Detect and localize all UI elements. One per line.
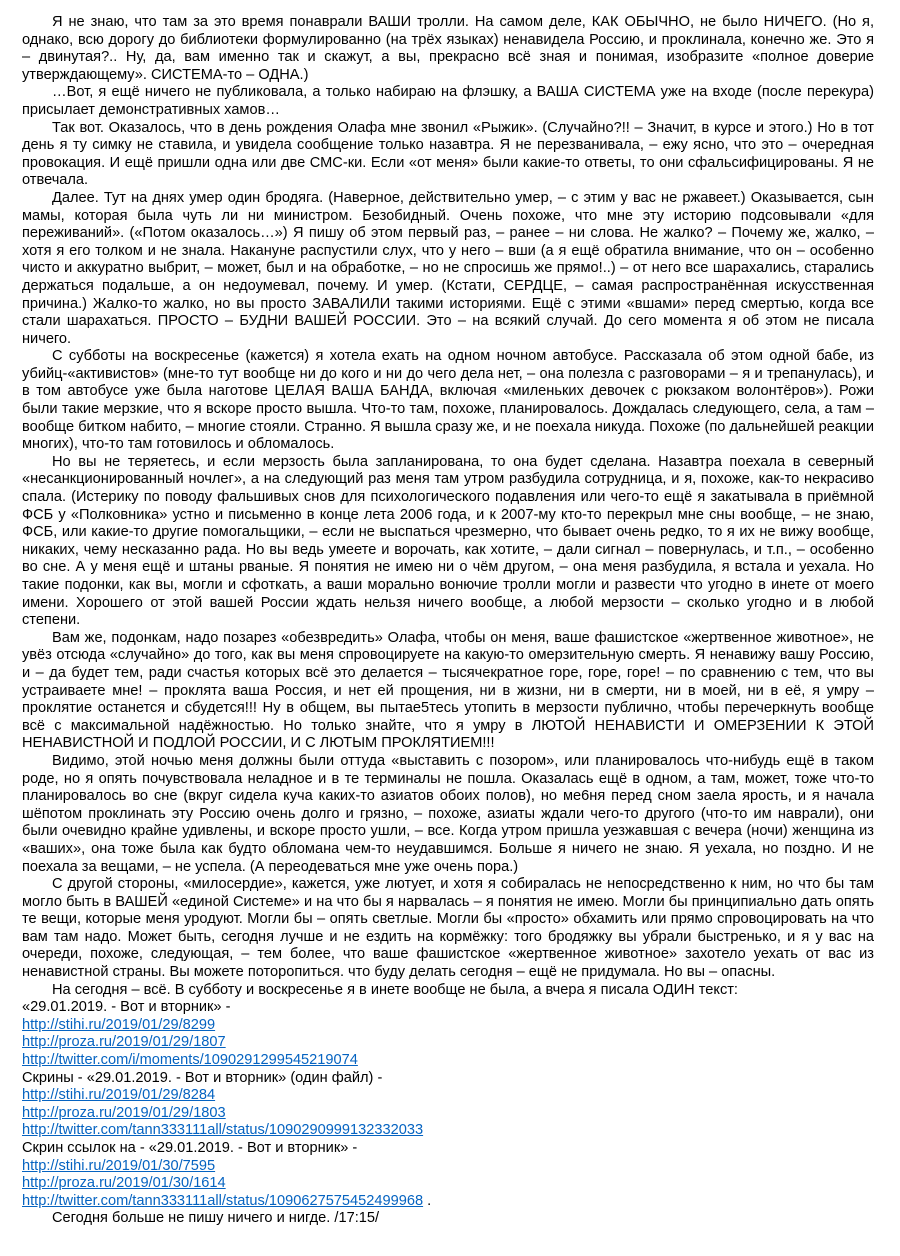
stihi-link[interactable]: http://stihi.ru/2019/01/29/8284	[22, 1087, 216, 1104]
paragraph-9: С другой стороны, «милосердие», кажется, уже лютует, и хотя я собиралась не непосредственно к ним, но что бы там могло быть в ВАШЕЙ «единой Системе» и на что бы я нарвалась – я понятия не имею. Могли бы принципиально дать опять те вещи, которые меня уродуют. Могли бы – опять светлые. Могли бы «просто» обхамить или прямо спровоцировать на что вам там надо. Может быть, сегодня лучше и не ездить на кормёжку: того бродяжку вы убрали быстренько, и я у вас на очереди, похоже, следующая, – тем более, что ваше фашистское «жертвенное животное» захотело уехать от вас из ненавистной страны. Вы можете поторопиться. что буду делать сегодня – ещё не придумала. Но вы – опасны.	[22, 876, 874, 981]
links-block-3	[22, 1140, 874, 1210]
twitter-link[interactable]: http://twitter.com/tann333111all/status/1090627575452499968	[22, 1192, 424, 1209]
links-block-2	[22, 1070, 874, 1140]
stihi-link[interactable]: http://stihi.ru/2019/01/30/7595	[22, 1157, 216, 1174]
paragraph-6: Но вы не теряетесь, и если мерзость была запланирована, то она будет сделана. Назавтра поехала в северный «несанкционированный ночлег», а на следующий раз меня там утром разбудила сотрудница, и я, похоже, как-то некрасиво спала. (Истерику по поводу фальшивых снов для психологического подавления или чего-то ещё я закатывала в приёмной ФСБ у «Полковника» устно и письменно в конце лета 2006 года, и к 2007-му кто-то перекрыл мне сны вообще, – не знаю, ФСБ, или какие-то другие помогальщики, – если не выспаться чрезмерно, что бывает очень редко, то я их не вижу вообще, никаких, чему несказанно рада. Но вы ведь умеете и ворочать, как хотите, – дали сигнал – повернулась, и т.п., – особенно во сне. А у меня ещё и штаны рваные. Я понятия не имею ни о чём другом, – она меня разбудила, я встала и уехала. Но такие подонки, как вы, могли и сфоткать, а ваши морально вонючие тролли могли и развести что угодно в инете от моего имени. Хорошего от этой вашей России ждать нельзя ничего вообще, а любой мерзости – сколько угодно и в любой степени.	[22, 453, 874, 629]
proza-link[interactable]: http://proza.ru/2019/01/29/1807	[22, 1034, 226, 1051]
closing-line: Сегодня больше не пишу ничего и нигде. /17:15/	[52, 1210, 380, 1227]
paragraph-4: Далее. Тут на днях умер один бродяга. (Наверное, действительно умер, – с этим у вас не ржавеет.) Оказывается, сын мамы, которая была чуть ли ни министром. Безобидный. Очень похоже, что мне эту историю подсовывали «для переживаний». («Потом оказалось…») Я пишу об этом первый раз, – ранее – ни слова. Не жалко? – Почему же, жалко, – хотя я его толком и не знала. Накануне распустили слух, что у него – вши (а я ещё обратила внимание, что он – особенно чисто и аккуратно выбрит, – может, был и на обработке, – но не спросишь же прямо!..) – от него все шарахались, старались держаться подальше, а он недоумевал, почему. И умер. (Кстати, СЕРДЦЕ, – самая распространённая искусственная причина.) Жалко-то жалко, но вы просто ЗАВАЛИЛИ такими историями. Ещё с этими «вшами» перед смертью, когда все стали шарахаться. ПРОСТО – БУДНИ ВАШЕЙ РОССИИ. Это – на всякий случай. До сего момента я об этом не писала ничего.	[22, 189, 874, 347]
stihi-link[interactable]: http://stihi.ru/2019/01/29/8299	[22, 1016, 216, 1033]
links-block-1	[22, 999, 874, 1069]
trailing-period: .	[423, 1192, 432, 1209]
paragraph-5: С субботы на воскресенье (кажется) я хотела ехать на одном ночном автобусе. Рассказала об этом одной бабе, из убийц-«активистов» (мне-то тут вообще ни до кого и ни до чего дела нет, – она полезла с разговорами – я и трепанулась), и в том автобусе уже была наготове ЦЕЛАЯ ВАША БАНДА, включая «миленьких девочек с рюкзаком волонтёров»). Рожи были такие мерзкие, что я вскоре просто вышла. Что-то там, похоже, планировалось. Дождалась следующего, села, а там – вообще битком набито, – многие стояли. Странно. Я вышла сразу же, и не поехала никуда. Похоже (по дальнейшей реакции многих), что-то там готовилось и обломалось.	[22, 348, 874, 453]
links-heading: Скрин ссылок на - «29.01.2019. - Вот и вторник» -	[22, 1140, 358, 1156]
paragraph-10: На сегодня – всё. В субботу и воскресенье я в инете вообще не была, а вчера я писала ОДИН текст:	[52, 981, 738, 998]
proza-link[interactable]: http://proza.ru/2019/01/29/1803	[22, 1104, 226, 1121]
twitter-link[interactable]: http://twitter.com/i/moments/1090291299545219074	[22, 1052, 358, 1069]
paragraph-2: …Вот, я ещё ничего не публиковала, а только набираю на флэшку, а ВАША СИСТЕМА уже на входе (после перекура) присылает демонстративных хамов…	[22, 84, 874, 118]
links-heading: Скрины - «29.01.2019. - Вот и вторник» (один файл) -	[22, 1069, 383, 1086]
proza-link[interactable]: http://proza.ru/2019/01/30/1614	[22, 1175, 226, 1192]
paragraph-3: Так вот. Оказалось, что в день рождения Олафа мне звонил «Рыжик». (Случайно?!! – Значит, в курсе и этого.) Но в тот день я ту симку не ставила, и увидела сообщение только назавтра. Я не перезванивала, – ежу ясно, что это – очередная провокация. И ещё пришли одна или две СМС-ки. Если «от меня» были какие-то ответы, то они сфальсифицированы. Я не отвечала.	[22, 119, 874, 189]
twitter-link[interactable]: http://twitter.com/tann333111all/status/1090290999132332033	[22, 1122, 424, 1139]
paragraph-8: Видимо, этой ночью меня должны были оттуда «выставить с позором», или планировалось что-нибудь ещё в таком роде, но я опять почувствовала неладное и в те терминалы не пошла. Оказалась ещё в одном, а там, может, тоже что-то планировалось во сне (вкруг сидела куча каких-то азиатов обоих полов), но ме6ня перед сном заела ярость, и я начала шёпотом проклинать эту Россию очень долго и грязно, – похоже, азиаты ждали чего-то другого (что-то им наврали), они были очевидно крайне удивлены, и вскоре просто ушли, – все. Когда утром пришла уезжавшая с вечера (ночи) женщина из «ваших», она тоже была как будто обломана чем-то неудавшимся. Больше я ничего не знаю. Я уехала, но поздно. И не поехала за вещами, – не успела. (А переодеваться мне уже очень пора.)	[22, 752, 874, 875]
paragraph-1: Я не знаю, что там за это время понаврали ВАШИ тролли. На самом деле, КАК ОБЫЧНО, не было НИЧЕГО. (Но я, однако, всю дорогу до библиотеки формулированно (на трёх языках) ненавидела Россию, и проклинала, конечно же. Это я – двинутая?.. Ну, да, вам именно так и скажут, а вы, прекрасно всё зная и понимая, изобразите «полное доверие утверждающему». СИСТЕМА-то – ОДНА.)	[22, 14, 874, 83]
links-heading: «29.01.2019. - Вот и вторник» -	[22, 999, 231, 1016]
paragraph-7: Вам же, подонкам, надо позарез «обезвредить» Олафа, чтобы он меня, ваше фашистское «жертвенное животное», не увёз отсюда «случайно» до того, как вы меня спровоцируете на какую-то омерзительную смерть. Я ненавижу вашу Россию, и – да будет тем, ради счастья которых всё это делается – тысячекратное горе, горе, горе! – по сравнению с тем, что вы устраиваете мне! – проклята ваша Россия, и нет ей прощения, ни в жизни, ни в смерти, ни в моей, ни в её, я умру – проклятие останется и сбудется!!! Ну в общем, вы пытае5тесь утопить в мерзости публично, чтобы перечеркнуть вообще всё с максимальной надёжностью. Но только знайте, что я умру в ЛЮТОЙ НЕНАВИСТИ И ОМЕРЗЕНИИ К ЭТОЙ НЕНАВИСТНОЙ И ПОДЛОЙ РОССИИ, И С ЛЮТЫМ ПРОКЛЯТИЕМ!!!	[22, 629, 874, 752]
